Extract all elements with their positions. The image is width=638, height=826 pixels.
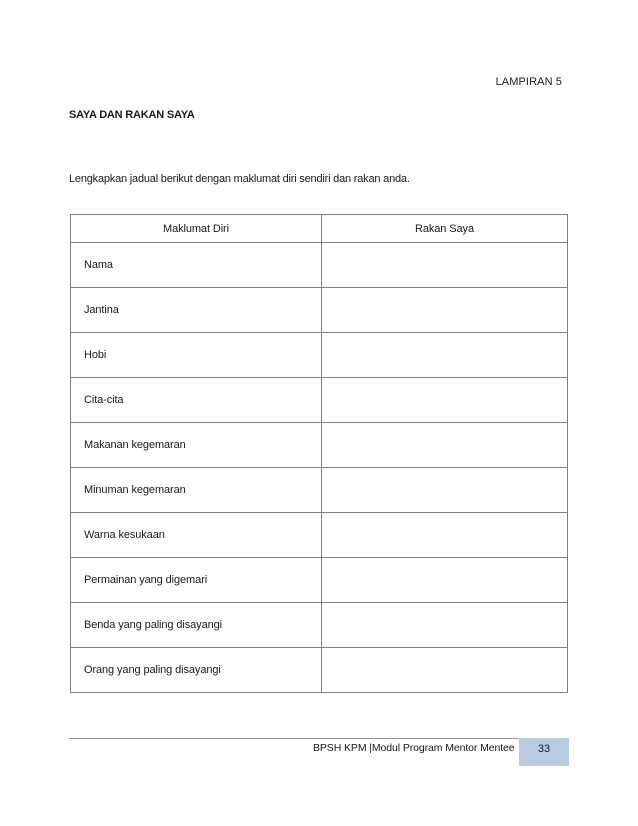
table-header-row xyxy=(71,215,568,243)
row-input-cell[interactable] xyxy=(322,513,568,558)
table-row xyxy=(71,333,568,378)
document-title: SAYA DAN RAKAN SAYA xyxy=(69,109,195,121)
row-input-cell[interactable] xyxy=(322,288,568,333)
row-input-cell[interactable] xyxy=(322,648,568,693)
table-row xyxy=(71,513,568,558)
footer-text: BPSH KPM |Modul Program Mentor Mentee xyxy=(313,742,515,754)
info-table xyxy=(70,214,568,693)
row-input-cell[interactable] xyxy=(322,378,568,423)
page-number: 33 xyxy=(519,738,569,766)
footer-divider xyxy=(69,738,569,739)
table-row xyxy=(71,288,568,333)
table-row xyxy=(71,243,568,288)
table-row xyxy=(71,468,568,513)
row-input-cell[interactable] xyxy=(322,468,568,513)
table-row xyxy=(71,378,568,423)
column-header-maklumat-diri: Maklumat Diri xyxy=(71,215,322,243)
table-row xyxy=(71,603,568,648)
row-label: Makanan kegemaran xyxy=(71,423,322,468)
row-input-cell[interactable] xyxy=(322,243,568,288)
row-label: Benda yang paling disayangi xyxy=(71,603,322,648)
row-label: Nama xyxy=(71,243,322,288)
row-label: Minuman kegemaran xyxy=(71,468,322,513)
row-label: Warna kesukaan xyxy=(71,513,322,558)
row-input-cell[interactable] xyxy=(322,333,568,378)
row-input-cell[interactable] xyxy=(322,423,568,468)
appendix-label: LAMPIRAN 5 xyxy=(495,76,562,88)
table-row xyxy=(71,648,568,693)
table-row xyxy=(71,558,568,603)
instruction-text: Lengkapkan jadual berikut dengan maklumat diri sendiri dan rakan anda. xyxy=(69,173,410,185)
column-header-rakan-saya: Rakan Saya xyxy=(322,215,568,243)
row-label: Jantina xyxy=(71,288,322,333)
row-input-cell[interactable] xyxy=(322,603,568,648)
row-label: Cita-cita xyxy=(71,378,322,423)
row-label: Hobi xyxy=(71,333,322,378)
row-label: Permainan yang digemari xyxy=(71,558,322,603)
table-row xyxy=(71,423,568,468)
row-input-cell[interactable] xyxy=(322,558,568,603)
row-label: Orang yang paling disayangi xyxy=(71,648,322,693)
